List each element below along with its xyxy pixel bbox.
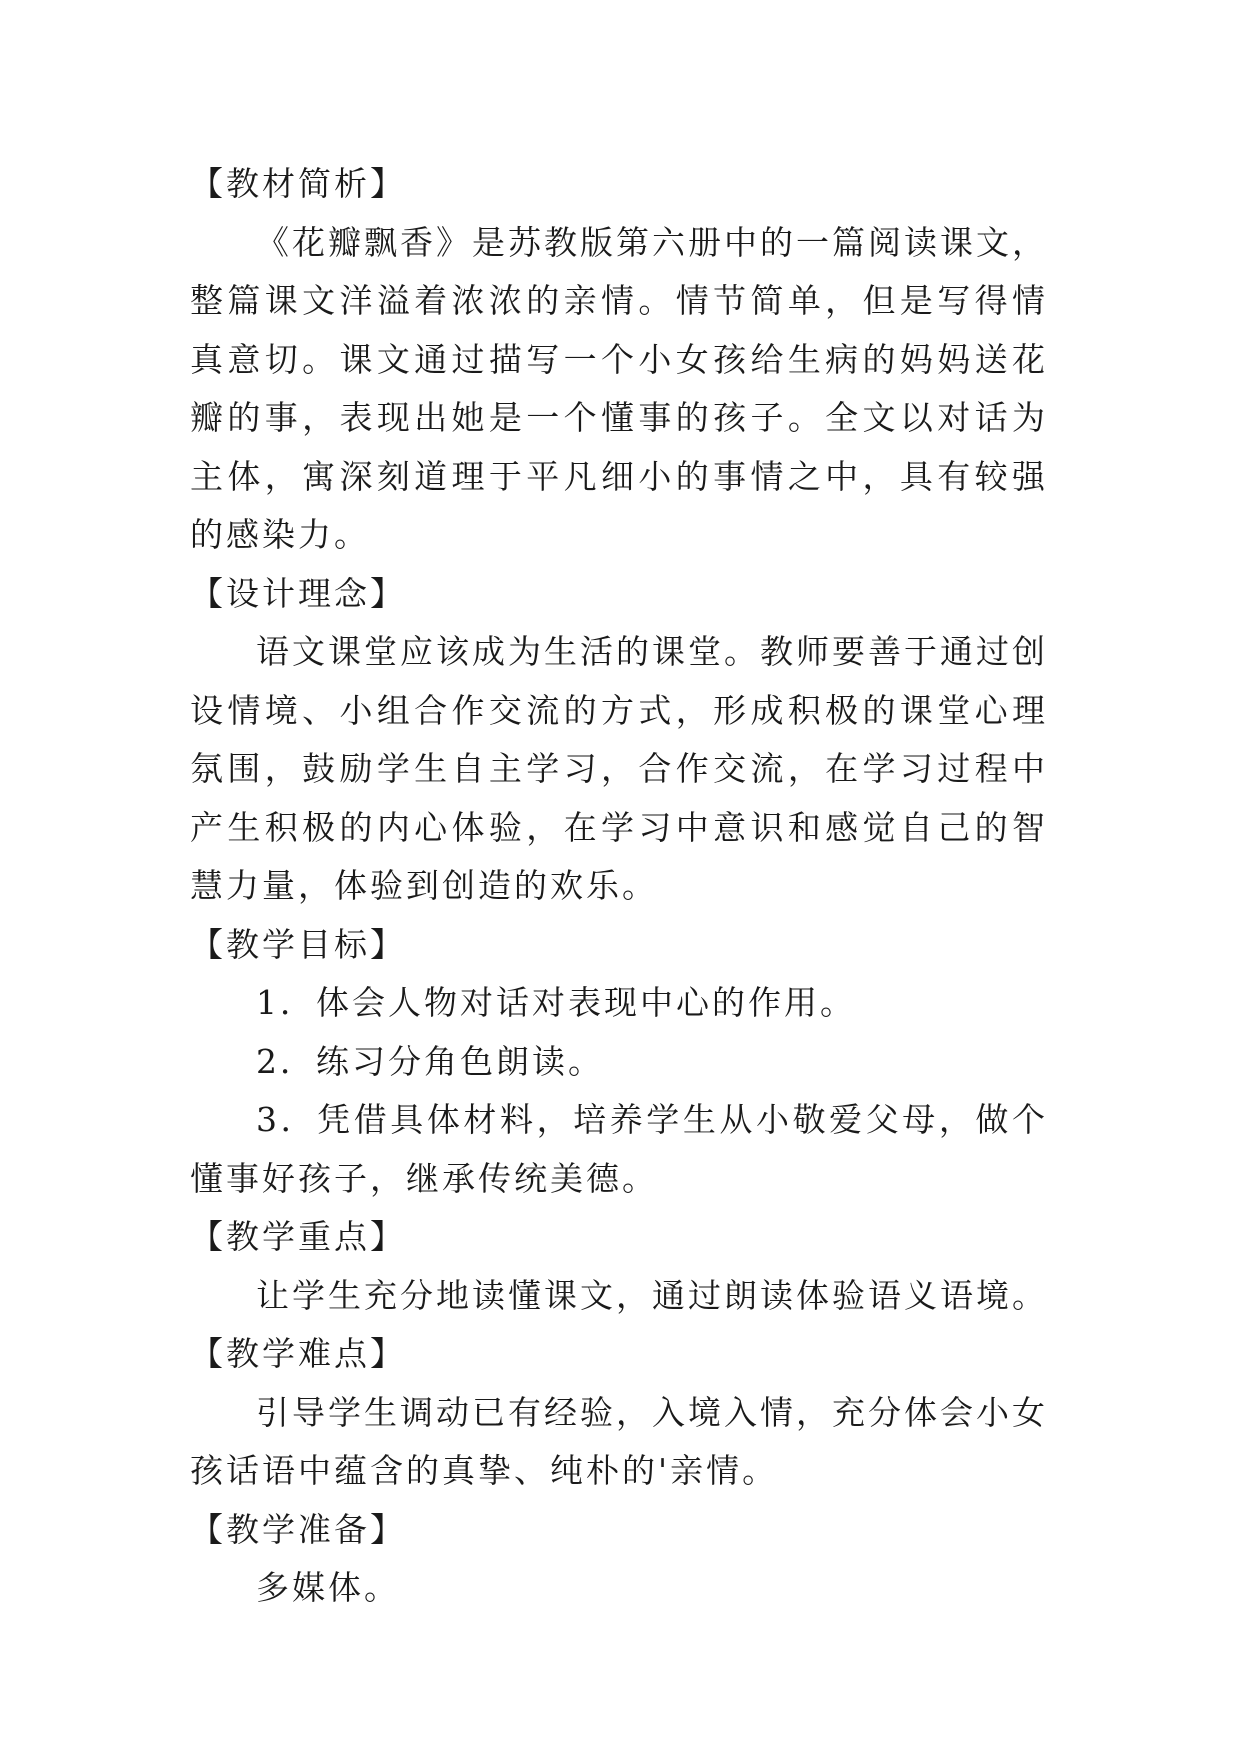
section-heading-difficulties: 【教学难点】 <box>190 1334 406 1373</box>
document-body <box>190 155 1048 1618</box>
section-body-difficulties: 引导学生调动已有经验，入境入情，充分体会小女孩话语中蕴含的真挚、纯朴的'亲情。 <box>190 1392 1048 1490</box>
goal-item-3: 3．凭借具体材料，培养学生从小敬爱父母，做个懂事好孩子，继承传统美德。 <box>190 1100 1048 1198</box>
goal-item-1: 1．体会人物对话对表现中心的作用。 <box>256 983 856 1022</box>
section-heading-key-points: 【教学重点】 <box>190 1217 406 1256</box>
section-body-concept: 语文课堂应该成为生活的课堂。教师要善于通过创设情境、小组合作交流的方式，形成积极的课堂心理氛围，鼓励学生自主学习，合作交流，在学习过程中产生积极的内心体验，在学习中意识和感觉自己的智慧力量，体验到创造的欢乐。 <box>190 632 1048 905</box>
section-heading-goals: 【教学目标】 <box>190 924 406 964</box>
section-heading-analysis: 【教材简析】 <box>190 164 406 203</box>
section-heading-preparation: 【教学准备】 <box>190 1509 406 1549</box>
section-body-preparation: 多媒体。 <box>256 1568 400 1607</box>
section-heading-concept: 【设计理念】 <box>190 573 406 613</box>
section-body-analysis: 《花瓣飘香》是苏教版第六册中的一篇阅读课文，整篇课文洋溢着浓浓的亲情。情节简单，但是写得情真意切。课文通过描写一个小女孩给生病的妈妈送花瓣的事，表现出她是一个懂事的孩子。全文以对话为主体，寓深刻道理于平凡细小的事情之中，具有较强的感染力。 <box>190 222 1048 554</box>
goal-item-2: 2．练习分角色朗读。 <box>256 1041 604 1081</box>
section-body-key-points: 让学生充分地读懂课文，通过朗读体验语义语境。 <box>256 1275 1048 1315</box>
